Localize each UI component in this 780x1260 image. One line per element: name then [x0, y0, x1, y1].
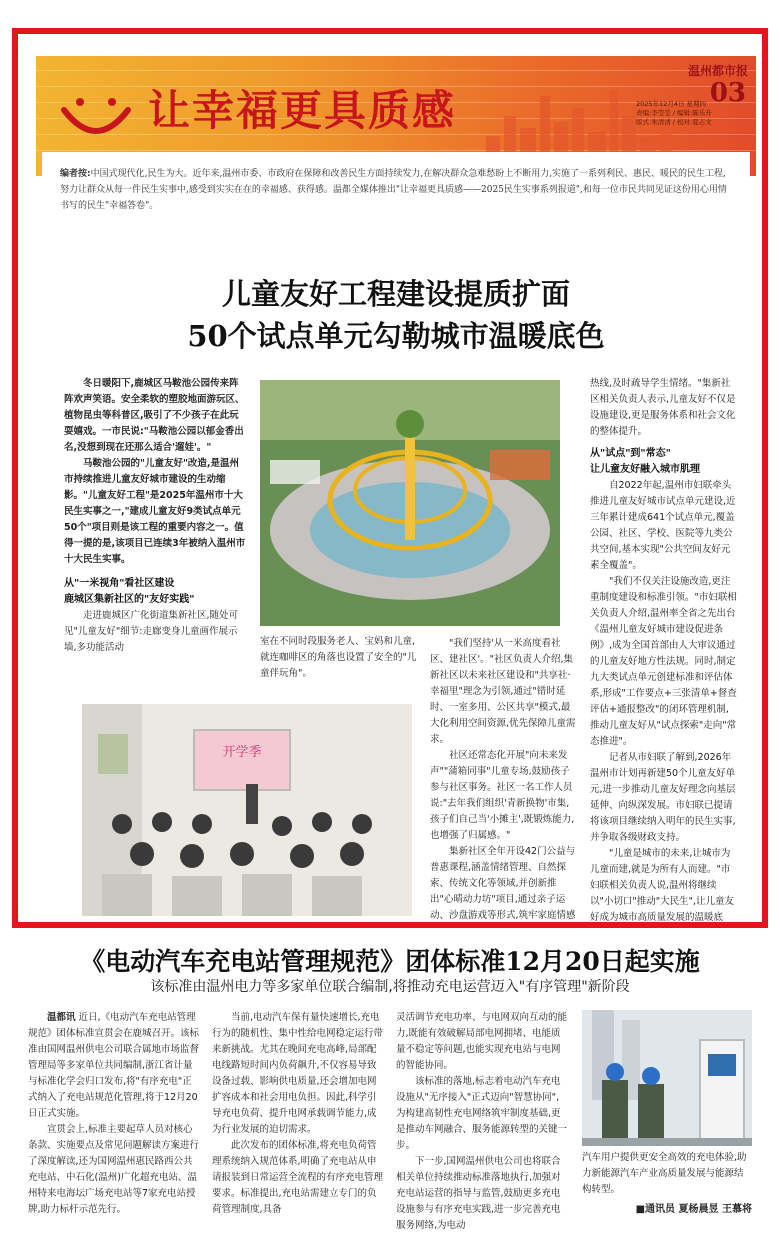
article-column-4 — [590, 376, 738, 928]
bottom-column-3 — [396, 1010, 568, 1234]
bottom-article-title: 《电动汽车充电站管理规范》团体标准12月20日起实施 — [80, 947, 700, 976]
park-playground-photo — [260, 380, 560, 626]
bottom-article-byline: ■通讯员 夏杨晨昱 王慕将 — [635, 1204, 752, 1215]
paragraph: 灵活调节充电功率、与电网双向互动的能力,既能有效破解局部电网拥堵、电能质量不稳定等问题,也能实现充电站与电网的智能协同。 — [396, 1012, 568, 1071]
editor-note-label: 编者按: — [60, 169, 91, 179]
article-title-line2: 50个试点单元勾勒城市温暖底色 — [187, 319, 605, 353]
community-classroom-photo — [82, 704, 412, 916]
paragraph: "儿童是城市的未来,让城市为儿童而建,就是为所有人而建。"市妇联相关负责人说,温州将继续以"小切口"推动"大民生",让儿童友好成为城市高质量发展的温暖底 — [590, 848, 734, 923]
paragraph — [28, 1010, 200, 1122]
lead-label: 温都讯 — [47, 1012, 76, 1023]
paragraph: 室在不同时段服务老人、宝妈和儿童,就连咖啡区的角落也设置了安全的"儿童伴玩角"。 — [260, 636, 417, 679]
subheading-1a: 从"一米视角"看社区建设 — [64, 578, 175, 589]
paragraph: 当前,电动汽车保有量快速增长,充电行为的随机性、集中性给电网稳定运行带来新挑战。尤其在晚间充电高峰,局部配电线路短时间内负荷飙升,不仅容易导致设备过载、影响供电质量,还会增加电网扩容成本和社会用电负担。因此,科学引导充电负荷、提升电网承载调节能力,成为行业发展的迫切需求。 — [212, 1012, 384, 1135]
feature-article — [42, 152, 750, 922]
paragraph: 社区还常态化开展"向未来发声""蒲箱同事"儿童专场,鼓励孩子参与社区事务。社区一名工作人员说:"去年我们组织'青新换物'市集,孩子们自己当'小摊主',既锻炼能力,也增强了归属感。" — [430, 750, 575, 841]
paragraph: 热线,及时疏导学生情绪。"集新社区相关负责人表示,儿童友好不仅是设施建设,更是服务体系和社会文化的整体提升。 — [590, 378, 736, 437]
paragraph: 记者从市妇联了解到,2026年温州市计划再新建50个儿童友好单元,进一步推动儿童友好理念向基层延伸、向纵深发展。市妇联已提请将该项目继续纳入明年的民生实事,并争取各级财政支持。 — [590, 752, 736, 843]
feature-frame — [12, 28, 768, 928]
editor-note — [60, 166, 730, 214]
paragraph: "我们坚持'从一米高度看社区、建社区'。"社区负责人介绍,集新社区以未来社区建设和"共享社·幸福里"理念为引领,通过"错时延时、一室多用、公区共享"模式,最大化利用空间资源,优先保障儿童需求。 — [430, 638, 576, 745]
smile-logo — [58, 90, 134, 140]
bottom-column-2 — [212, 1010, 384, 1218]
meta-layout: 版式:朱清清 / 校对:夏志文 — [636, 118, 712, 126]
paragraph: 汽车用户提供更安全高效的充电体验,助力新能源汽车产业高质量发展与能源结构转型。 — [582, 1152, 747, 1195]
subheading-1b: 鹿城区集新社区的"友好实践" — [64, 594, 195, 605]
paragraph: 集新社区全年开设42门公益与普惠课程,涵盖情绪管理、自然探索、传统文化等领域,并创新推出"心晴动力坊"项目,通过亲子运动、沙盘游戏等形式,筑牢家庭情感 — [430, 846, 576, 921]
lead-text: 近日,《电动汽车充电站管理规范》团体标准宣贯会在鹿城召开。该标准由国网温州供电公司联合属地市场监督管理局等多家单位共同编制,浙江省计量与标准化学会归口发布,将"有序充电"正式纳入了充电站规范化管理,将于12月20日正式实施。 — [28, 1012, 200, 1119]
subheading-2b: 让儿童友好融入城市肌理 — [590, 464, 700, 475]
page-number: 03 — [709, 78, 746, 108]
classroom-illustration — [82, 704, 412, 916]
paragraph: 自2022年起,温州市妇联牵头推进儿童友好城市试点单元建设,近三年累计建成641个试点单元,覆盖公园、社区、学校、医院等九类公共空间,基本实现"公共空间友好元素全覆盖"。 — [590, 480, 736, 571]
paragraph: 宣贯会上,标准主要起草人员对核心条款、实施要点及常见问题解读方案进行了深度解读,还为国网温州惠民路西公共充电站、中石化(温州)广化超充电站、温州特来电海坛广场充电站等7家充电站授牌,助力标杆示范先行。 — [28, 1124, 200, 1215]
paragraph: 该标准的落地,标志着电动汽车充电设施从"无序接入"正式迈向"智慧协同",为构建高韧性充电网络筑牢制度基础,更是推动车网融合、服务能源转型的关键一步。 — [396, 1076, 568, 1151]
paragraph: 冬日暖阳下,鹿城区马鞍池公园传来阵阵欢声笑语。安全柔软的塑胶地面游玩区、植物昆虫等科普区,吸引了不少孩子在此玩耍嬉戏。一市民说:"马鞍池公园以郁金香出名,没想到现在还那么适合'遛娃'。" — [64, 378, 245, 453]
article-title-line1: 儿童友好工程建设提质扩面 — [221, 277, 570, 311]
article-column-2 — [260, 634, 420, 682]
subheading-2a: 从"试点"到"常态" — [590, 448, 671, 459]
bottom-article-subtitle: 该标准由温州电力等多家单位联合编制,将推动充电运营迈入"有序管理"新阶段 — [150, 979, 630, 995]
paragraph: "我们不仅关注设施改造,更注重制度建设和标准引领。"市妇联相关负责人介绍,温州率全省之先出台《温州儿童友好城市建设促进条例》,成为全国首部由人大审议通过的儿童友好地方性法规。同时,制定九大类试点单元创建标准和评估体系,形成"工作要点+三张清单+督查评估+通报整改"的闭环管理机制,推动儿童友好从"试点探索"走向"常态推进"。 — [590, 576, 737, 747]
charging-station-illustration — [582, 1010, 752, 1146]
meta-editors: 责编:李莹莹 / 编辑:陈乐升 — [636, 109, 712, 117]
bottom-column-4 — [582, 1150, 752, 1218]
editor-note-text: 中国式现代化,民生为大。近年来,温州市委、市政府在保障和改善民生方面持续发力,在解决群众急难愁盼上不断用力,实施了一系列利民、惠民、暖民的民生工程,努力让群众从每一件民生实事中,感受到实实在在的幸福感、获得感。温都全媒体推出"让幸福更具质感——2025民生实事系列报道",和每一位市民共同见证这份用心用情书写的民生"幸福答卷"。 — [60, 169, 727, 211]
paragraph: 马鞍池公园的"儿童友好"改造,是温州市持续推进儿童友好城市建设的生动缩影。"儿童友好工程"是2025年温州市十大民生实事之一,"建成儿童友好9类试点单元50个"项目则是该工程的重要内容之一。值得一提的是,该项目已连续3年被纳入温州市十大民生实事。 — [64, 458, 246, 565]
charging-standard-article — [0, 934, 780, 1260]
poster-text: 开学季 — [222, 745, 262, 760]
paragraph: 此次发布的团体标准,将充电负荷管理系统纳入规范体系,明确了充电站从申请报装到日常运营全流程的有序充电管理要求。标准提出,充电站需建立专门的负荷管理制度,具备 — [212, 1140, 384, 1215]
paragraph: 走进鹿城区广化街道集新社区,随处可见"儿童友好"细节:走廊变身儿童画作展示墙,多功能活动 — [64, 610, 239, 653]
article-column-3 — [430, 636, 578, 928]
playground-illustration — [260, 380, 560, 626]
newspaper-name: 温州都市报 — [687, 64, 748, 78]
paragraph: 下一步,国网温州供电公司也将联合相关单位持续推动标准落地执行,加强对充电站运营的指导与监管,鼓励更多充电设施参与有序充电实践,进一步完善充电服务网络,为电动 — [396, 1156, 561, 1231]
charging-station-photo — [582, 1010, 752, 1146]
bottom-column-1 — [28, 1010, 200, 1218]
edition-meta — [636, 100, 716, 127]
banner-headline: 让幸福更具质感 — [148, 86, 457, 135]
article-column-1 — [64, 376, 246, 656]
meta-date: 2025年12月4日 星期四 — [636, 100, 707, 108]
